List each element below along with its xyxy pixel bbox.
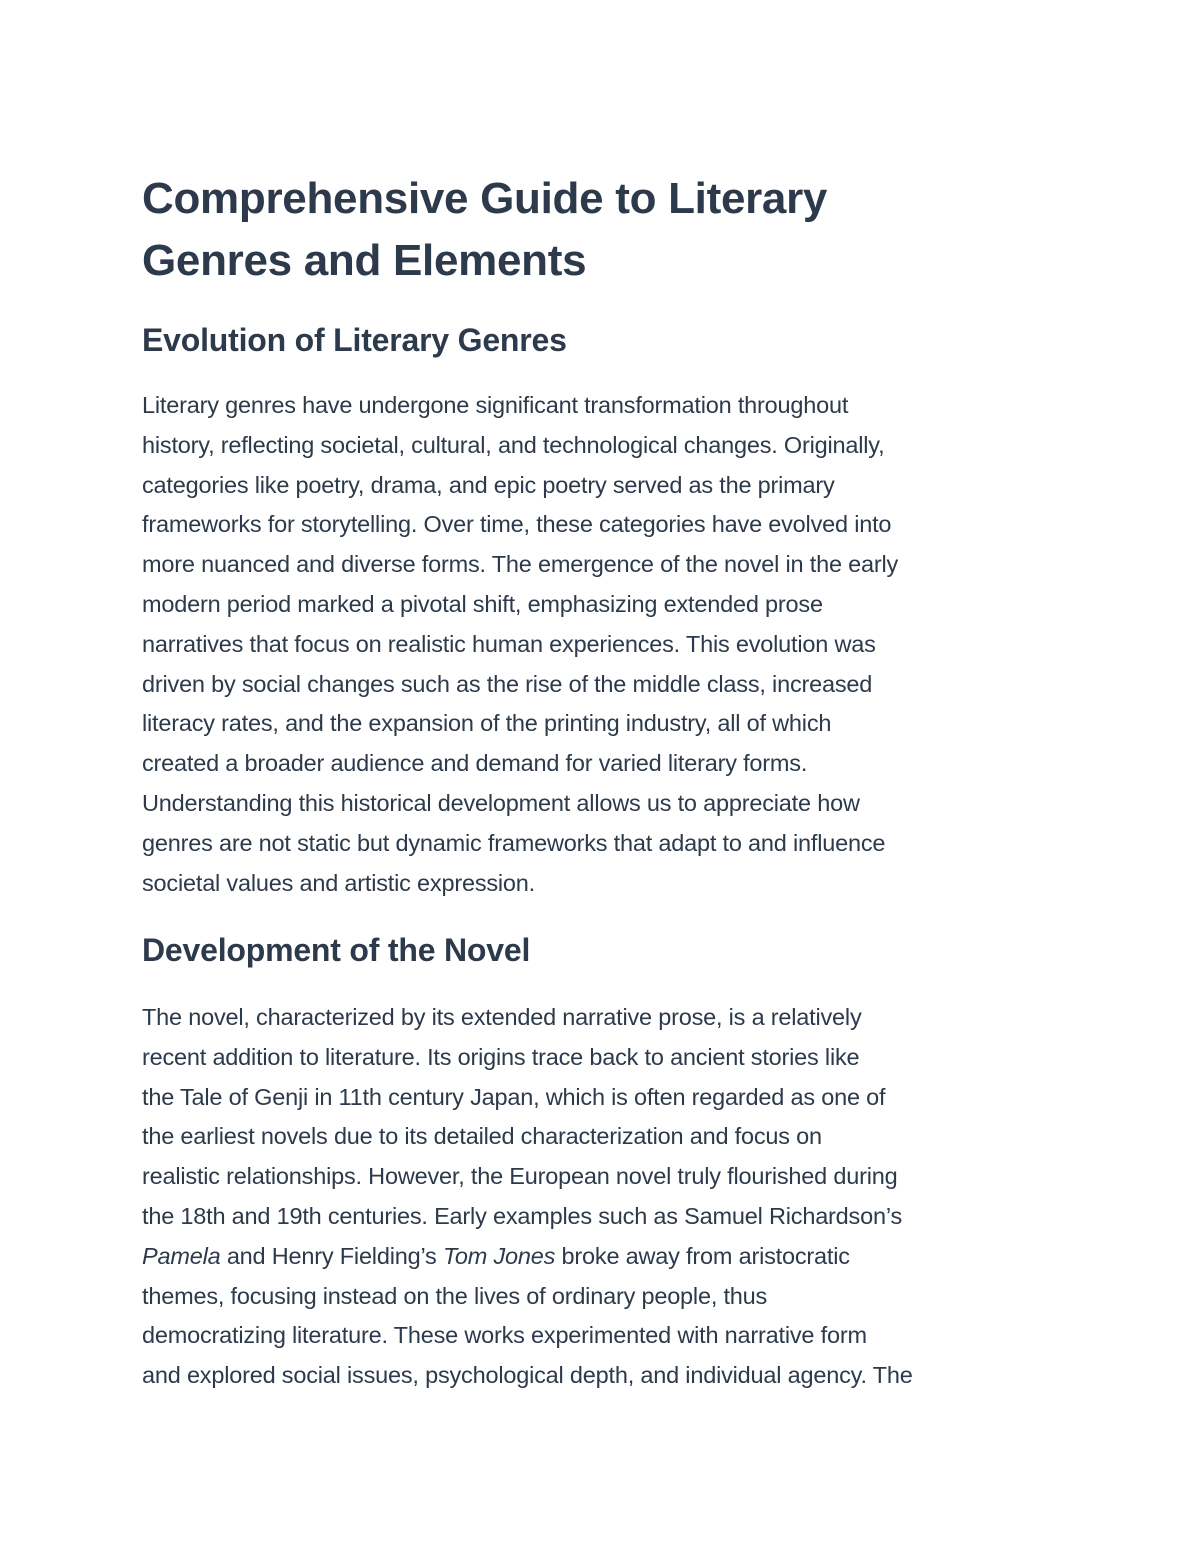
text: broke away from aristocratic xyxy=(555,1242,850,1269)
paragraph-line: categories like poetry, drama, and epic poetry served as the primary xyxy=(142,471,835,498)
paragraph-line: and explored social issues, psychological depth, and individual agency. The xyxy=(142,1362,913,1389)
paragraph-line: the 18th and 19th centuries. Early examples such as Samuel Richardson’s xyxy=(142,1202,902,1229)
paragraph-line: more nuanced and diverse forms. The emergence of the novel in the early xyxy=(142,551,899,578)
paragraph-line: The novel, characterized by its extended narrative prose, is a relatively xyxy=(142,1004,862,1030)
paragraph-line: Understanding this historical development allows us to appreciate how xyxy=(142,789,860,816)
paragraph-line: societal values and artistic expression. xyxy=(142,869,536,896)
paragraph-line: narratives that focus on realistic human experiences. This evolution was xyxy=(142,630,876,657)
paragraph-line: genres are not static but dynamic frameworks that adapt to and influence xyxy=(142,829,886,856)
paragraph-line: driven by social changes such as the rise of the middle class, increased xyxy=(142,670,873,697)
paragraph-line xyxy=(142,1237,913,1277)
paragraph-line: history, reflecting societal, cultural, and technological changes. Originally, xyxy=(142,431,885,458)
book-title: Pamela xyxy=(142,1242,221,1269)
paragraph-line: Literary genres have undergone significant transformation throughout xyxy=(142,392,849,418)
title-line: Genres and Elements xyxy=(142,236,587,285)
paragraph-line: the earliest novels due to its detailed characterization and focus on xyxy=(142,1123,822,1150)
section-heading-evolution: Evolution of Literary Genres xyxy=(142,322,567,358)
paragraph-evolution xyxy=(142,386,898,903)
book-title: Tom Jones xyxy=(442,1242,556,1269)
paragraph-line: democratizing literature. These works experimented with narrative form xyxy=(142,1322,867,1349)
section-heading-novel: Development of the Novel xyxy=(142,932,531,968)
paragraph-line: recent addition to literature. Its origins trace back to ancient stories like xyxy=(142,1043,860,1070)
paragraph-novel xyxy=(142,998,913,1396)
paragraph-line: frameworks for storytelling. Over time, these categories have evolved into xyxy=(142,511,892,538)
paragraph-line: the Tale of Genji in 11th century Japan, which is often regarded as one of xyxy=(142,1083,886,1110)
paragraph-line: created a broader audience and demand for varied literary forms. xyxy=(142,750,808,777)
paragraph-line: themes, focusing instead on the lives of ordinary people, thus xyxy=(142,1282,768,1309)
text: and Henry Fielding’s xyxy=(220,1242,443,1269)
paragraph-line: literacy rates, and the expansion of the printing industry, all of which xyxy=(142,710,832,737)
title-line: Comprehensive Guide to Literary xyxy=(142,174,828,223)
paragraph-line: realistic relationships. However, the European novel truly flourished during xyxy=(142,1163,898,1190)
paragraph-line: modern period marked a pivotal shift, emphasizing extended prose xyxy=(142,590,823,617)
page-title xyxy=(142,168,827,292)
